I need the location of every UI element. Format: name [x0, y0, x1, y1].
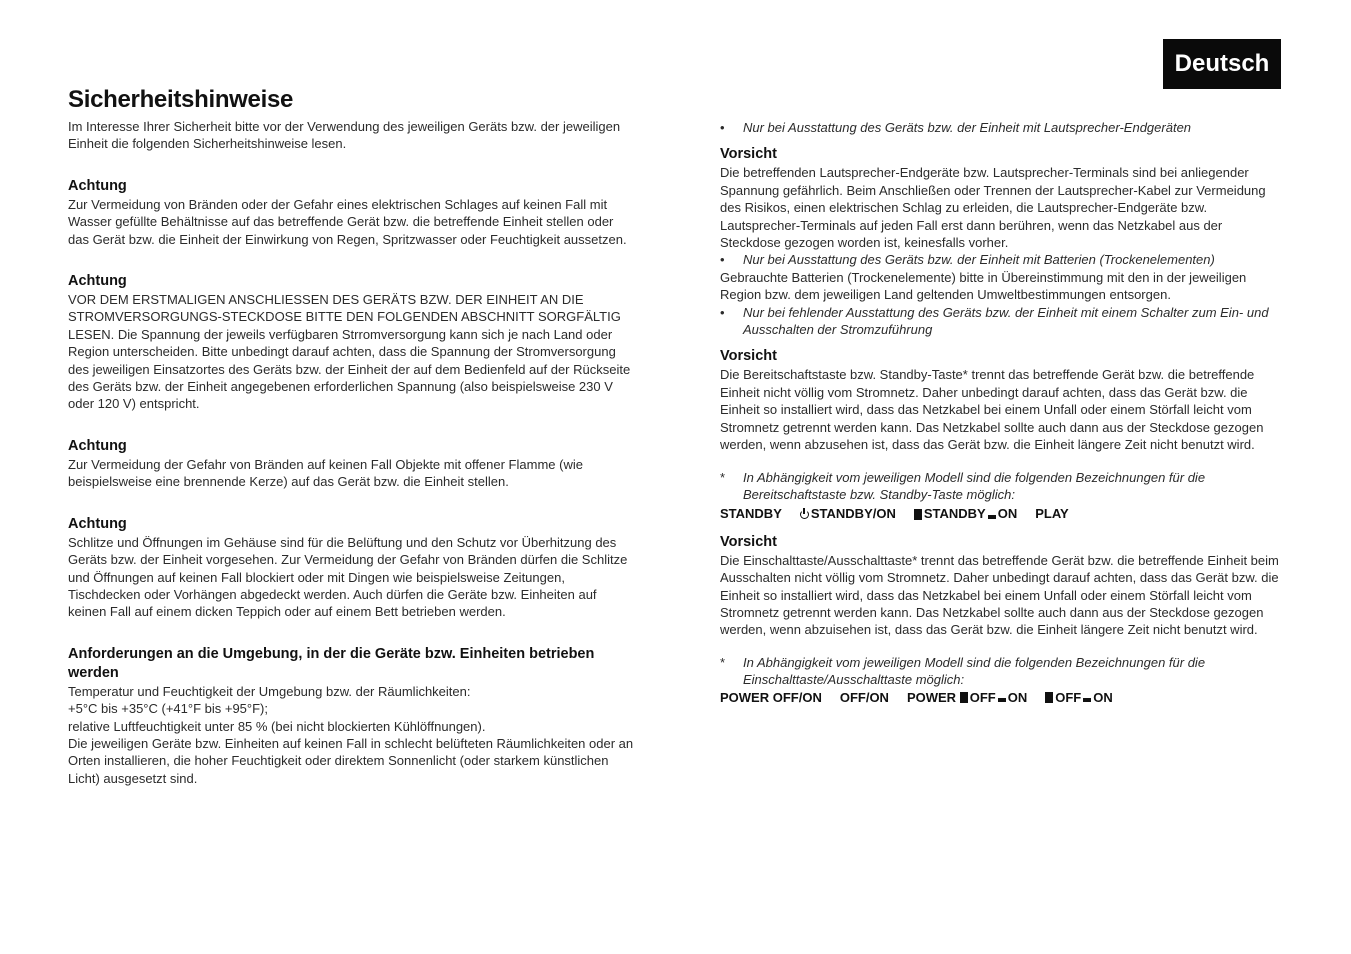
intro-text: Im Interesse Ihrer Sicherheit bitte vor der Verwendung des jeweiligen Geräts bzw. der jeweiligen Einheit die folgenden Sicherheitshinweise lesen. [68, 119, 621, 152]
section-heading: Vorsicht [720, 146, 777, 163]
switch-off-icon [1083, 698, 1091, 702]
bullet-text: Nur bei Ausstattung des Geräts bzw. der Einheit mit Lautsprecher-Endgeräten [743, 120, 1192, 135]
label-off-on: OFF/ON [839, 689, 889, 705]
footnote-text: In Abhängigkeit vom jeweiligen Modell sind die folgenden Bezeichnungen für die Einschalttaste/Ausschalttaste möglich: [743, 654, 1206, 688]
caution-section [720, 533, 1284, 639]
bullet-marker: • [720, 252, 725, 268]
page-title: Sicherheitshinweise [68, 86, 294, 113]
label-text: STANDBY [923, 506, 986, 522]
switch-on-icon [914, 509, 922, 520]
label-text: OFF [969, 689, 996, 705]
section-text: Die Bereitschaftstaste bzw. Standby-Taste* trennt das betreffende Gerät bzw. die betreffende Einheit nicht völlig vom Stromnetz. Daher unbedingt darauf achten, dass das Gerät bzw. die Einheit so installiert wird, dass das Netzkabel bei einem Unfall oder einem Störfall leicht vom Stromnetz getrennt werden kann. Das Netzkabel sollte auch dann aus der Steckdose gezogen werden, wenn abzusehen ist, dass das Gerät bzw. die Einheit längere Zeit nicht benutzt wird. [720, 367, 1264, 453]
section-line: Die jeweiligen Geräte bzw. Einheiten auf keinen Fall in schlecht belüfteten Räumlichkeiten oder an Orten installieren, die hoher Feuchtigkeit oder direktem Sonnenlicht (oder starkem künstlichen Licht) ausgesetzt sind. [68, 735, 634, 786]
section-heading: Achtung [68, 515, 127, 532]
section-text: Schlitze und Öffnungen im Gehäuse sind für die Belüftung und den Schutz vor Überhitzung des Geräts bzw. der Einheit vorgesehen. Zur Vermeidung der Gefahr von Bränden dürfen die Schlitze und Öffnungen auf keinen Fall blockiert oder mit Dingen wie beispielsweise Zeitungen, Tischdecken oder Vorhängen abgedeckt werden. Auch dürfen die Geräte bzw. Einheiten auf keinen Fall auf einem dicken Teppich oder auf einem Bett betrieben werden. [68, 534, 628, 620]
power-labels [720, 689, 1284, 706]
switch-on-icon [960, 692, 968, 703]
warning-section [68, 177, 634, 248]
battery-text: Gebrauchte Batterien (Trockenelemente) bitte in Übereinstimmung mit den in der jeweiligen Region bzw. dem jeweiligen Land geltenden Umweltbestimmungen entsorgen. [720, 269, 1247, 303]
environment-section [68, 645, 634, 787]
label-text: ON [997, 506, 1018, 522]
switch-off-icon [998, 698, 1006, 702]
label-play: PLAY [1035, 506, 1069, 522]
bullet-marker: • [720, 120, 725, 135]
section-heading: Anforderungen an die Umgebung, in der die Geräte bzw. Einheiten betrieben werden [68, 645, 595, 681]
section-heading: Vorsicht [720, 348, 777, 365]
section-text: Zur Vermeidung von Bränden oder der Gefahr eines elektrischen Schlages auf keinen Fall mit Wasser gefüllte Behältnisse auf das betreffende Gerät bzw. die betreffende Einheit stellen oder das Gerät bzw. die Einheit der Einwirkung von Regen, Spritzwasser oder Feuchtigkeit aussetzen. [68, 196, 627, 247]
language-tab: Deutsch [1163, 39, 1281, 89]
label-text: ON [1093, 689, 1113, 705]
condition-bullet [720, 119, 1284, 136]
label-switch [1045, 689, 1113, 706]
warning-section [68, 437, 634, 491]
label-standby-switch [914, 505, 1017, 522]
bullet-text: Nur bei Ausstattung des Geräts bzw. der Einheit mit Batterien (Trockenelementen) [743, 252, 1215, 268]
section-line: relative Luftfeuchtigkeit unter 85 % (bei nicht blockierten Kühlöffnungen). [68, 718, 486, 734]
section-text: Die betreffenden Lautsprecher-Endgeräte bzw. Lautsprecher-Terminals sind bei anliegender Spannung gefährlich. Beim Anschließen oder Trennen der Lautsprecher-Kabel zur Vermeidung des Risikos, einen elektrischen Schlag zu erleiden, die Lautsprecher-Endgeräte bzw. Lautsprecher-Terminals auf jeden Fall erst dann berühren, wenn das Netzkabel aus der Steckdose gezogen worden ist, keinesfalls vorher. [720, 165, 1266, 251]
footnote-text: In Abhängigkeit vom jeweiligen Modell sind die folgenden Bezeichnungen für die Bereitschaftstaste bzw. Standby-Taste möglich: [743, 469, 1206, 502]
section-text: Die Einschalttaste/Ausschalttaste* trennt das betreffende Gerät bzw. die betreffende Einheit beim Ausschalten nicht völlig vom Stromnetz. Daher unbedingt darauf achten, dass das Gerät bzw. die Einheit so installiert wird, dass das Netzkabel bei einem Unfall oder einem Störfall leicht vom Stromnetz getrennt werden kann. Das Netzkabel sollte auch dann aus der Steckdose gezogen werden, wenn abzuisehen ist, dass das Gerät bzw. die Einheit längere Zeit nicht benutzt wird. [720, 552, 1279, 638]
section-heading: Vorsicht [720, 533, 777, 550]
caution-section [720, 145, 1284, 251]
section-text: VOR DEM ERSTMALIGEN ANSCHLIESSEN DES GERÄTS BZW. DER EINHEIT AN DIE STROMVERSORGUNGS-STECKDOSE BITTE DEN FOLGENDEN ABSCHNITT SORGFÄLTIG LESEN. Die Spannung der jeweils verfügbaren Strromversorgung kann sich je nach Land oder Region unterscheiden. Bitte unbedingt darauf achten, dass die Spannung der Stromversorgung des jeweiligen Einsatzortes des Geräts bzw. der Einheit der auf dem Bedienfeld auf der Rückseite des Geräts bzw. der Einheit angegebenen erforderlichen Spannung (also beispielsweise 230 V oder 120 V) entspricht. [68, 292, 631, 412]
right-column [720, 119, 1284, 706]
warning-section [68, 272, 634, 413]
section-text: Zur Vermeidung der Gefahr von Bränden auf keinen Fall Objekte mit offener Flamme (wie beispielsweise eine brennende Kerze) auf das Gerät bzw. die Einheit stellen. [68, 456, 583, 490]
bullet-text: Nur bei fehlender Ausstattung des Geräts bzw. der Einheit mit einem Schalter zum Ein- und Ausschalten der Stromzuführung [743, 304, 1269, 338]
label-standby: STANDBY [720, 506, 782, 522]
condition-bullet [720, 304, 1284, 339]
left-column [68, 118, 634, 787]
section-heading: Achtung [68, 273, 127, 290]
label-text: STANDBY/ON [810, 506, 896, 522]
label-standby-on [800, 505, 896, 522]
bullet-marker: • [720, 304, 725, 320]
footnote [720, 469, 1284, 504]
label-text: ON [1007, 689, 1028, 705]
section-heading: Achtung [68, 177, 127, 194]
label-power-off-on: POWER OFF/ON [720, 689, 822, 705]
label-text: POWER [906, 689, 957, 705]
section-line: Temperatur und Feuchtigkeit der Umgebung bzw. der Räumlichkeiten: [68, 683, 471, 699]
condition-bullet [720, 251, 1284, 268]
switch-on-icon [1045, 692, 1053, 703]
star-marker: * [720, 469, 726, 485]
footnote [720, 654, 1284, 689]
switch-off-icon [988, 515, 996, 519]
section-heading: Achtung [68, 437, 127, 454]
star-marker: * [720, 654, 726, 670]
warning-section [68, 515, 634, 621]
section-line: +5°C bis +35°C (+41°F bis +95°F); [68, 701, 268, 717]
label-text: OFF [1055, 689, 1082, 705]
label-power-switch [907, 689, 1027, 706]
power-symbol-icon [800, 510, 809, 519]
standby-labels [720, 505, 1284, 522]
caution-section [720, 347, 1284, 453]
